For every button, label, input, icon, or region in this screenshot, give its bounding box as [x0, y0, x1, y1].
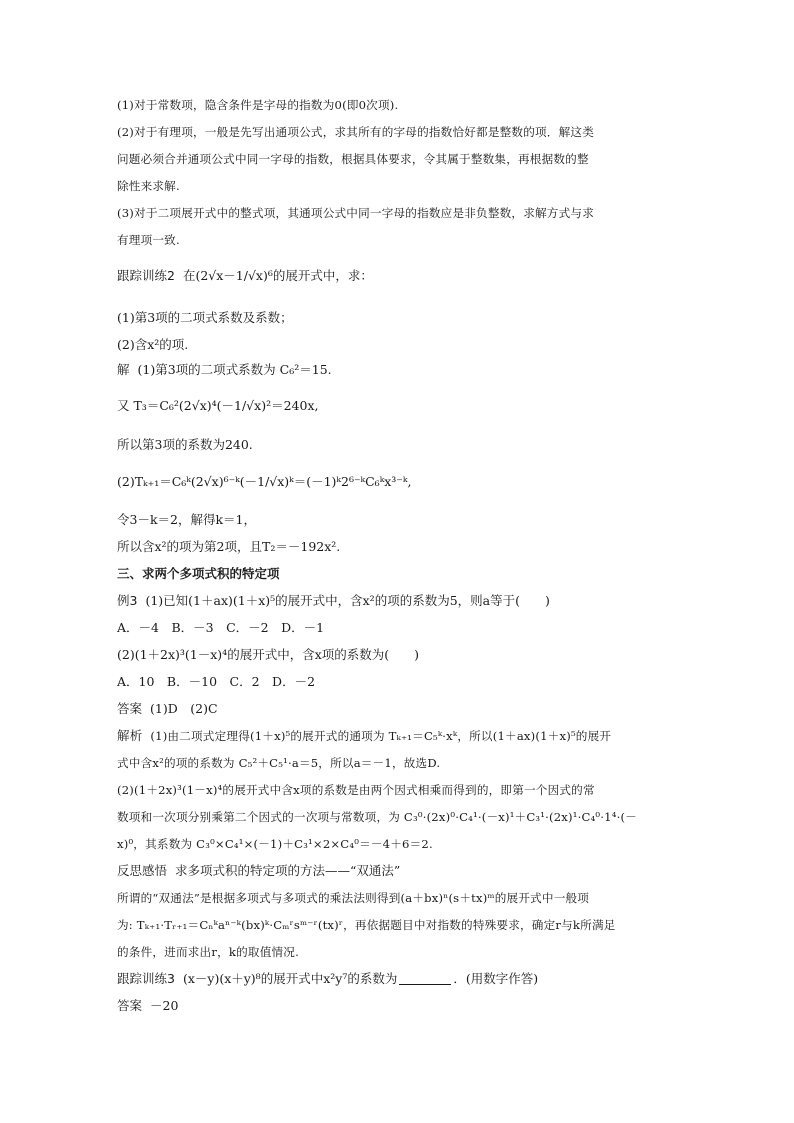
analysis-line-2: 式中含x²的项的系数为 C₅²＋C₅¹·a＝5，所以a＝－1，故选D. [117, 756, 441, 770]
exercise-3-label: 跟踪训练3 [117, 971, 175, 986]
paragraph-rational-term-line3: 除性来求解. [117, 179, 180, 193]
exercise-3-prompt: 跟踪训练3 (x－y)(x＋y)⁸的展开式中x²y⁷的系数为 ．(用数字作答) [117, 971, 539, 986]
exercise-3-answer: 答案 －20 [117, 998, 179, 1013]
example-3-part-2-options: A．10 B．－10 C．2 D．－2 [117, 674, 316, 689]
analysis-label: 解析 [117, 728, 143, 743]
exercise-2-question-2: (2)含x²的项. [117, 337, 189, 352]
exercise-2-label: 跟踪训练2 [117, 268, 175, 283]
exercise-2-question-1: (1)第3项的二项式系数及系数； [117, 310, 293, 325]
answer-label: 答案 [117, 701, 143, 716]
paragraph-constant-term: (1)对于常数项，隐含条件是字母的指数为0(即0次项). [117, 98, 399, 112]
analysis-line-4: 数项和一次项分别乘第二个因式的一次项与常数项，为 C₃⁰·(2x)⁰·C₄¹·(－x)¹＋C₃¹·(2x)¹·C₄⁰·1⁴·(－ [117, 810, 637, 824]
analysis-line-5: x)⁰，其系数为 C₃⁰×C₄¹×(－1)＋C₃¹×2×C₄⁰＝－4＋6＝2. [117, 837, 433, 851]
solution-line-3: 所以第3项的系数为240. [117, 437, 253, 452]
reflection-line-2: 为: Tₖ₊₁·Tᵣ₊₁＝Cₙᵏaⁿ⁻ᵏ(bx)ᵏ·Cₘʳsᵐ⁻ʳ(tx)ʳ，再依据题目中对指数的特殊要求，确定r与k所满足 [117, 918, 616, 932]
analysis-line-3: (2)(1＋2x)³(1－x)⁴的展开式中含x项的系数是由两个因式相乘而得到的，即第一个因式的常 [117, 783, 595, 797]
paragraph-rational-term-line1: (2)对于有理项，一般是先写出通项公式，求其所有的字母的指数恰好都是整数的项．解这类 [117, 125, 594, 139]
exercise-2-prompt: 跟踪训练2 在(2√x－1/√x)⁶的展开式中，求： [117, 268, 373, 283]
analysis-line-1: 解析 (1)由二项式定理得(1＋x)⁵的展开式的通项为 Tₖ₊₁＝C₅ᵏ·xᵏ，所以(1＋ax)(1＋x)⁵的展开 [117, 728, 612, 743]
answer-line: 答案 (1)D (2)C [117, 701, 218, 716]
paragraph-polynomial-term-line1: (3)对于二项展开式中的整式项，其通项公式中同一字母的指数应是非负整数，求解方式与求 [117, 206, 594, 220]
solution-line-5: 令3－k＝2，解得k＝1， [117, 512, 257, 527]
reflection-line-1: 所谓的“双通法”是根据多项式与多项式的乘法法则得到(a＋bx)ⁿ(s＋tx)ᵐ的展开式中一般项 [117, 891, 590, 905]
section-heading-3: 三、求两个多项式积的特定项 [117, 566, 280, 581]
paragraph-rational-term-line2: 问题必须合并通项公式中同一字母的指数，根据具体要求，令其属于整数集，再根据数的整 [117, 152, 589, 166]
example-3-part-1: 例3 (1)已知(1＋ax)(1＋x)⁵的展开式中，含x²的项的系数为5，则a等于( ) [117, 593, 550, 608]
answer-label-2: 答案 [117, 998, 143, 1013]
solution-line-2: 又 T₃＝C₆²(2√x)⁴(－1/√x)²＝240x, [117, 398, 319, 413]
paragraph-polynomial-term-line2: 有理项一致. [117, 233, 180, 247]
example-3-label: 例3 [117, 593, 138, 608]
reflection-label: 反思感悟 [117, 863, 168, 878]
example-3-part-1-options: A．－4 B．－3 C．－2 D．－1 [117, 620, 325, 635]
solution-label: 解 [117, 362, 130, 377]
reflection-heading: 反思感悟 求多项式积的特定项的方法——“双通法” [117, 863, 401, 878]
solution-line-1: 解 (1)第3项的二项式系数为 C₆²＝15. [117, 362, 332, 377]
example-3-part-2: (2)(1＋2x)³(1－x)⁴的展开式中，含x项的系数为( ) [117, 647, 419, 662]
solution-line-6: 所以含x²的项为第2项，且T₂＝－192x². [117, 539, 341, 554]
solution-line-4: (2)Tₖ₊₁＝C₆ᵏ(2√x)⁶⁻ᵏ(－1/√x)ᵏ＝(－1)ᵏ2⁶⁻ᵏC₆ᵏx³⁻ᵏ, [117, 474, 412, 489]
answer-blank[interactable] [399, 972, 451, 985]
reflection-line-3: 的条件，进而求出r，k的取值情况. [117, 945, 299, 959]
